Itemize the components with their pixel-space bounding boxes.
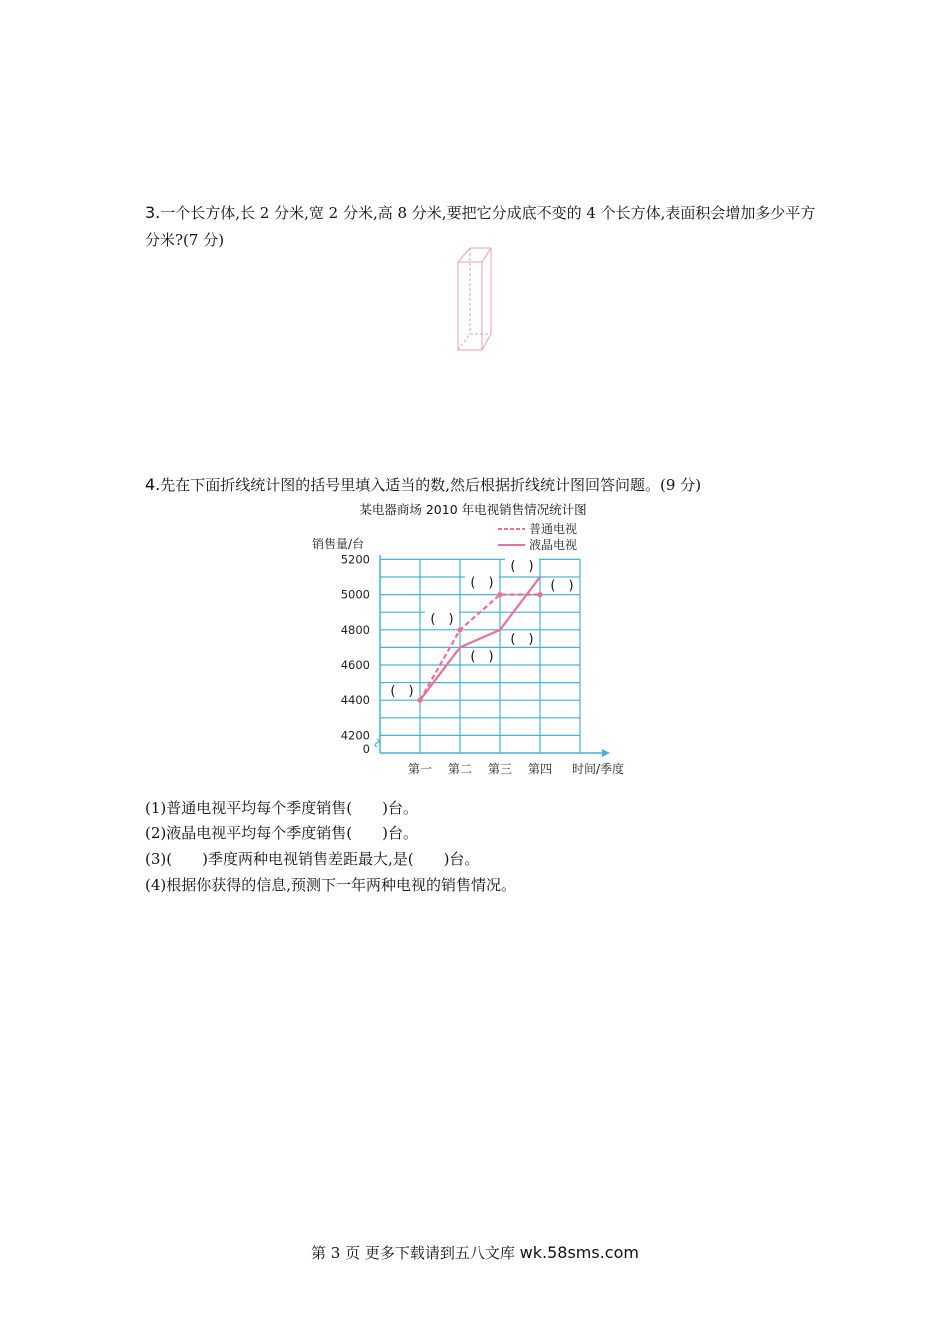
answer-blank: ( ) — [550, 578, 574, 594]
x-tick-label: 第四 — [527, 762, 553, 776]
y-tick-label: 4200 — [340, 728, 370, 743]
footer-text: 第 3 页 更多下载请到五八文库 — [311, 1244, 520, 1262]
x-tick-label: 第一 — [407, 762, 433, 776]
y-tick-labels — [341, 552, 370, 756]
chart-title: 某电器商场 2010 年电视销售情况统计图 — [359, 502, 587, 517]
answer-blank: ( ) — [510, 559, 534, 574]
cuboid-figure — [450, 243, 500, 355]
question-4-number: 4. — [145, 475, 161, 494]
y-tick-label: 5200 — [340, 552, 370, 567]
answer-blank: ( ) — [470, 649, 494, 665]
sub-question-1: (1)普通电视平均每个季度销售( )台。 — [145, 799, 418, 817]
legend-label-lcd-tv: 液晶电视 — [529, 538, 578, 552]
series-point-regular-tv — [457, 627, 462, 632]
cuboid-top-right-edge — [482, 248, 491, 262]
question-3-text: 一个长方体,长 2 分米,宽 2 分米,高 8 分米,要把它分成底不变的 4 个长方体,表面积会增加多少平方分米?(7 分) — [145, 204, 816, 249]
axis-break-mark — [375, 739, 379, 747]
y-tick-label: 4600 — [340, 658, 370, 672]
y-tick-label: 0 — [362, 742, 370, 756]
sub-question-3: (3)( )季度两种电视销售差距最大,是( )台。 — [145, 850, 480, 868]
cuboid-bottom-right-edge — [482, 334, 491, 350]
y-tick-label: 4400 — [340, 693, 370, 708]
series-point-regular-tv — [537, 592, 542, 597]
sub-question-2: (2)液晶电视平均每个季度销售( )台。 — [145, 824, 418, 842]
series-point-regular-tv — [497, 592, 502, 597]
question-4-text: 先在下面折线统计图的括号里填入适当的数,然后根据折线统计图回答问题。(9 分) — [160, 476, 702, 494]
answer-blank: ( ) — [430, 611, 454, 627]
sub-question-4: (4)根据你获得的信息,预测下一年两种电视的销售情况。 — [145, 876, 517, 894]
answer-blank: ( ) — [470, 575, 494, 591]
x-tick-label: 第二 — [447, 762, 473, 776]
cuboid-hidden-diagonal — [458, 334, 470, 350]
answer-blank: ( ) — [510, 631, 534, 647]
sales-line-chart — [300, 498, 660, 783]
x-tick-labels — [408, 762, 552, 776]
answer-blanks — [385, 558, 579, 699]
x-axis-label: 时间/季度 — [572, 762, 625, 776]
x-axis-arrow — [602, 749, 610, 757]
y-axis-label: 销售量/台 — [312, 537, 365, 551]
cuboid-top-left-edge — [458, 248, 470, 262]
question-3-number: 3. — [145, 203, 161, 222]
x-tick-label: 第三 — [487, 762, 513, 776]
y-tick-label: 4800 — [340, 622, 370, 637]
question-4 — [145, 471, 825, 499]
answer-blank: ( ) — [390, 684, 414, 700]
page-footer — [0, 1242, 950, 1263]
y-tick-label: 5000 — [340, 587, 370, 602]
footer-site: wk.58sms.com — [519, 1243, 639, 1262]
legend-label-regular-tv: 普通电视 — [529, 522, 578, 536]
